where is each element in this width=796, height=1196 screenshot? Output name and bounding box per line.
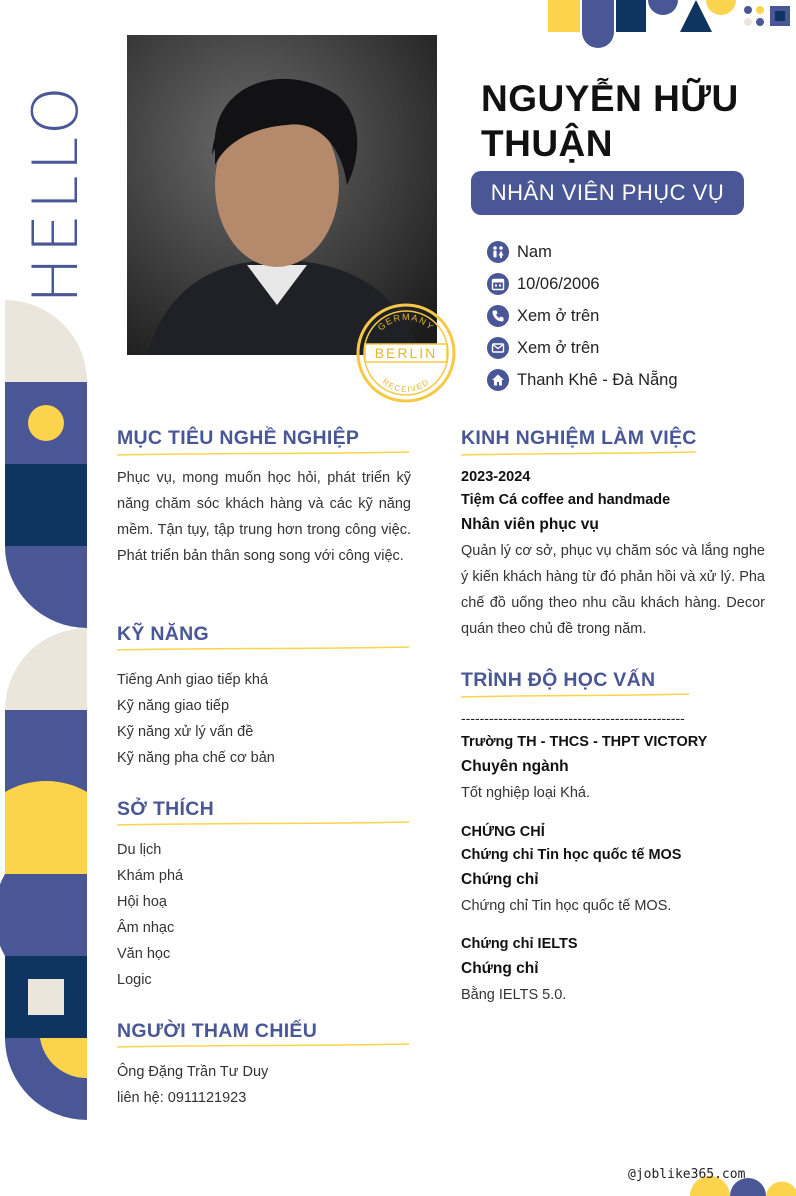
svg-text:BERLIN: BERLIN bbox=[374, 345, 438, 361]
certificate-name: Chứng chỉ Tin học quốc tế MOS bbox=[461, 847, 682, 863]
job-title-badge: NHÂN VIÊN PHỤC VỤ bbox=[471, 171, 744, 215]
hobby-item: Âm nhạc bbox=[117, 920, 175, 936]
info-text: 10/06/2006 bbox=[517, 274, 600, 293]
reference-contact: liên hệ: 0911121923 bbox=[117, 1090, 247, 1106]
calendar-icon bbox=[487, 273, 509, 295]
experience-period: 2023-2024 bbox=[461, 469, 531, 485]
hobby-item: Văn học bbox=[117, 946, 171, 962]
experience-underline bbox=[461, 450, 696, 460]
experience-description: Quản lý cơ sở, phục vụ chăm sóc và lắng nghe ý kiến khách hàng từ đó phản hồi và xử lý. Pha chế đồ uống theo nhu cầu khách hàng. Decor quán theo chủ đề trong năm. bbox=[461, 543, 765, 637]
info-email bbox=[487, 332, 678, 364]
certificate-detail: Bằng IELTS 5.0. bbox=[461, 987, 567, 1003]
skills-underline bbox=[117, 645, 409, 655]
phone-icon bbox=[487, 305, 509, 327]
info-text: Nam bbox=[517, 242, 552, 261]
berlin-stamp bbox=[355, 302, 457, 404]
info-birthday bbox=[487, 268, 678, 300]
email-icon bbox=[487, 337, 509, 359]
education-divider: ------------------------------------------------ bbox=[461, 710, 685, 726]
certificates-block bbox=[461, 821, 765, 1008]
reference-name: Ông Đặng Trần Tư Duy bbox=[117, 1064, 269, 1080]
home-icon bbox=[487, 369, 509, 391]
education-heading: TRÌNH ĐỘ HỌC VẤN bbox=[461, 669, 656, 691]
hobby-item: Du lịch bbox=[117, 842, 162, 858]
certificates-heading: CHỨNG CHỈ bbox=[461, 824, 545, 840]
experience-heading: KINH NGHIỆM LÀM VIỆC bbox=[461, 427, 697, 449]
experience-company: Tiệm Cá coffee and handmade bbox=[461, 492, 671, 508]
objective-text: Phục vụ, mong muốn học hỏi, phát triển kỹ năng chăm sóc khách hàng và các kỹ năng mềm. Tận tụy, tập trung hơn trong công việc. Phát triển bản thân song song với công việc. bbox=[117, 470, 411, 564]
references-underline bbox=[117, 1042, 409, 1052]
left-decoration bbox=[5, 300, 87, 1120]
skill-item: Kỹ năng pha chế cơ bản bbox=[117, 750, 275, 766]
info-gender bbox=[487, 236, 678, 268]
candidate-name: NGUYỄN HỮU THUẬN bbox=[481, 78, 739, 164]
education-result: Tốt nghiệp loại Khá. bbox=[461, 785, 590, 801]
certificate-name: Chứng chỉ IELTS bbox=[461, 936, 578, 952]
objective-heading: MỤC TIÊU NGHỀ NGHIỆP bbox=[117, 427, 360, 449]
svg-text:HELLO: HELLO bbox=[19, 82, 92, 304]
info-phone bbox=[487, 300, 678, 332]
hobby-item: Hội hoạ bbox=[117, 894, 167, 910]
footer-watermark: @joblike365.com bbox=[628, 1167, 746, 1182]
hobby-item: Logic bbox=[117, 972, 152, 988]
hobbies-underline bbox=[117, 820, 409, 830]
info-address bbox=[487, 364, 678, 396]
education-major: Chuyên ngành bbox=[461, 758, 569, 775]
skills-heading: KỸ NĂNG bbox=[117, 623, 210, 645]
skills-list bbox=[117, 667, 275, 771]
gender-icon bbox=[487, 241, 509, 263]
top-decoration bbox=[548, 0, 796, 32]
skill-item: Kỹ năng giao tiếp bbox=[117, 698, 230, 714]
info-text: Xem ở trên bbox=[517, 338, 600, 357]
hobbies-heading: SỞ THÍCH bbox=[117, 798, 215, 820]
svg-text:RECEIVED: RECEIVED bbox=[380, 377, 432, 395]
education-block bbox=[461, 731, 765, 806]
objective-underline bbox=[117, 450, 409, 460]
experience-block bbox=[461, 466, 765, 642]
education-underline bbox=[461, 692, 689, 702]
info-text: Thanh Khê - Đà Nẵng bbox=[517, 370, 678, 389]
education-school: Trường TH - THCS - THPT VICTORY bbox=[461, 734, 708, 750]
personal-info bbox=[487, 236, 678, 396]
certificate-detail: Chứng chỉ Tin học quốc tế MOS. bbox=[461, 898, 672, 914]
certificate-label: Chứng chỉ bbox=[461, 871, 539, 888]
skill-item: Tiếng Anh giao tiếp khá bbox=[117, 672, 269, 688]
svg-text:GERMANY: GERMANY bbox=[375, 311, 437, 333]
references-heading: NGƯỜI THAM CHIẾU bbox=[117, 1020, 318, 1042]
experience-position: Nhân viên phục vụ bbox=[461, 516, 599, 533]
hello-vertical-text bbox=[19, 58, 92, 328]
hobbies-list bbox=[117, 837, 183, 993]
references-block bbox=[117, 1059, 268, 1111]
hobby-item: Khám phá bbox=[117, 868, 184, 884]
skill-item: Kỹ năng xử lý vấn đề bbox=[117, 724, 254, 740]
certificate-label: Chứng chỉ bbox=[461, 960, 539, 977]
info-text: Xem ở trên bbox=[517, 306, 600, 325]
